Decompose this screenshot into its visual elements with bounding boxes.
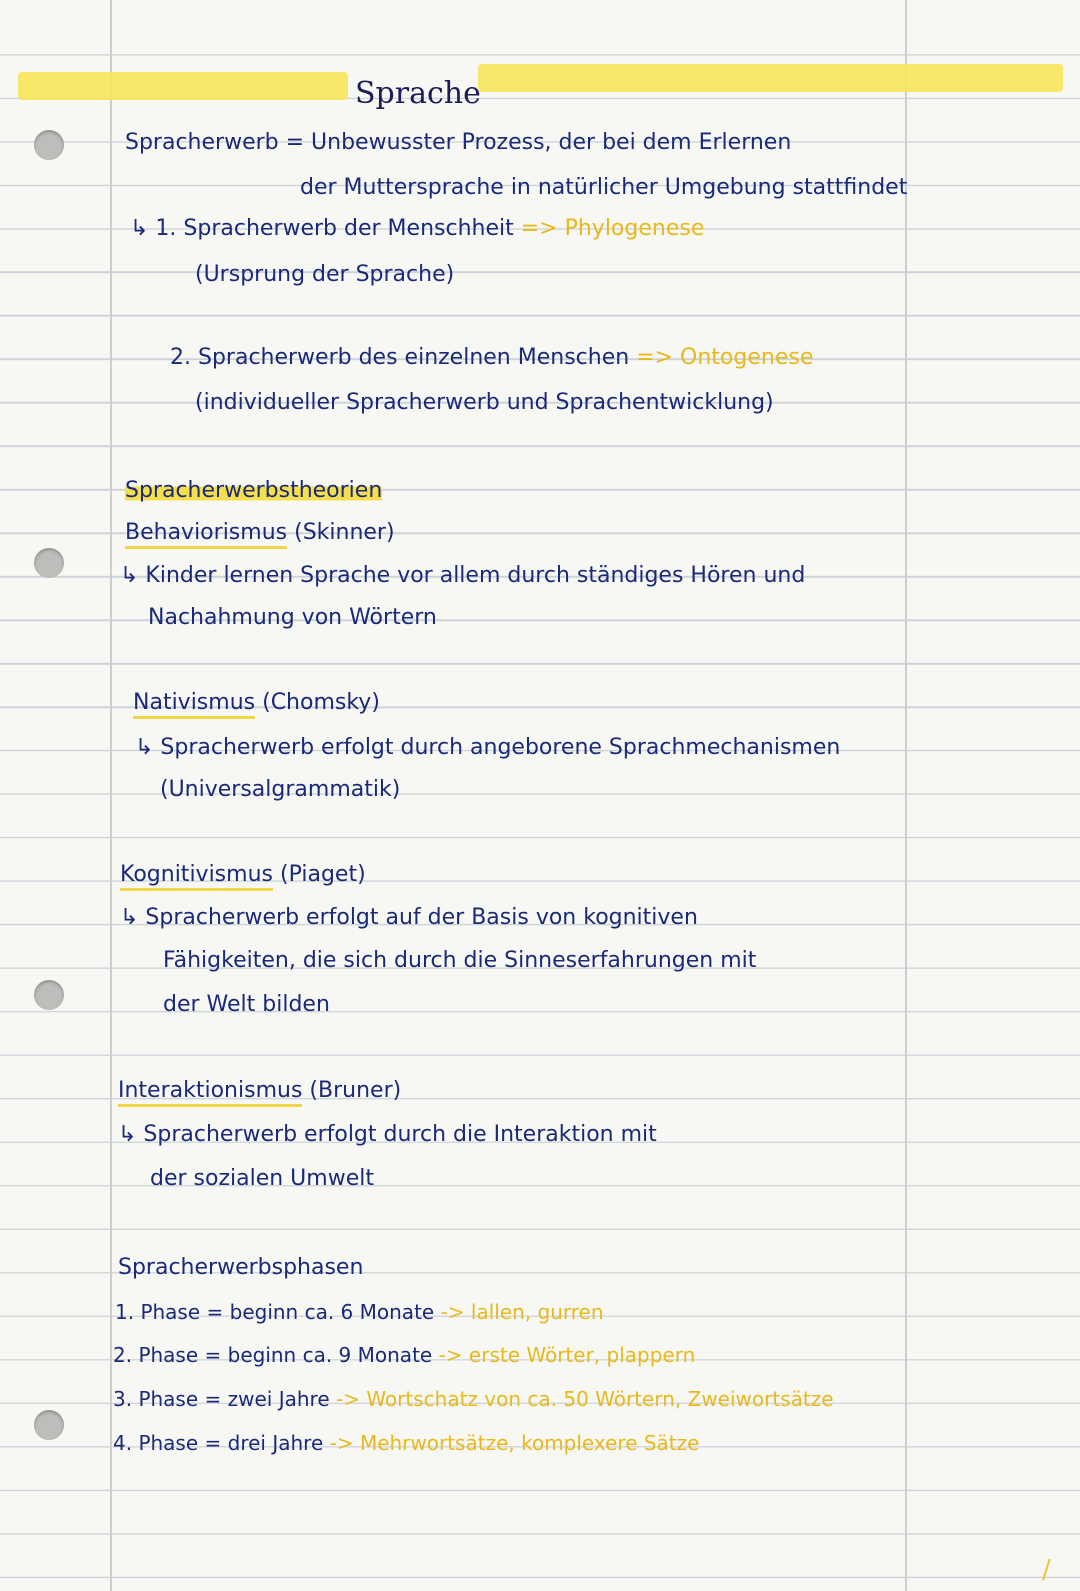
ontogenese-item <box>170 345 813 370</box>
phase-label: 3. Phase = zwei Jahre <box>113 1387 330 1411</box>
phylogenese-item <box>130 216 704 241</box>
phase-result: -> Wortschatz von ca. 50 Wörtern, Zweiwortsätze <box>335 1387 834 1411</box>
nativismus-line-1: ↳ Spracherwerb erfolgt durch angeborene Sprachmechanismen <box>135 735 841 760</box>
phylogenese-subtext: (Ursprung der Sprache) <box>195 262 455 287</box>
kognitivismus-title <box>120 862 366 887</box>
right-margin-line <box>905 0 907 1591</box>
kognitivismus-author: (Piaget) <box>279 862 366 887</box>
interaktionismus-author: (Bruner) <box>309 1078 402 1103</box>
theories-heading-text: Spracherwerbstheorien <box>125 478 383 503</box>
definition-line-2: der Muttersprache in natürlicher Umgebung stattfindet <box>300 175 908 200</box>
phase-label: 2. Phase = beginn ca. 9 Monate <box>113 1343 433 1367</box>
punch-hole-icon <box>34 980 64 1010</box>
phylogenese-term: => Phylogenese <box>520 216 705 241</box>
phase-result: -> Mehrwortsätze, komplexere Sätze <box>329 1431 700 1455</box>
phase-label: 1. Phase = beginn ca. 6 Monate <box>115 1300 435 1324</box>
nativismus-title <box>133 690 380 715</box>
phase-label: 4. Phase = drei Jahre <box>113 1431 324 1455</box>
phases-heading: Spracherwerbsphasen <box>118 1255 364 1280</box>
phylogenese-label: ↳ 1. Spracherwerb der Menschheit <box>130 216 514 241</box>
nativismus-name: Nativismus <box>133 690 255 719</box>
kognitivismus-line-2: Fähigkeiten, die sich durch die Sinneserfahrungen mit <box>163 948 757 973</box>
kognitivismus-line-1: ↳ Spracherwerb erfolgt auf der Basis von kognitiven <box>120 905 698 930</box>
ontogenese-term: => Ontogenese <box>636 345 814 370</box>
interaktionismus-title <box>118 1078 401 1103</box>
interaktionismus-line-2: der sozialen Umwelt <box>150 1166 374 1191</box>
behaviorismus-name: Behaviorismus <box>125 520 287 549</box>
phase-row-3 <box>113 1387 834 1411</box>
pencil-mark-icon: / <box>1042 1555 1051 1585</box>
phase-row-2 <box>113 1343 695 1367</box>
phase-result: -> erste Wörter, plappern <box>438 1343 696 1367</box>
phase-result: -> lallen, gurren <box>440 1300 604 1324</box>
punch-hole-icon <box>34 548 64 578</box>
punch-hole-icon <box>34 130 64 160</box>
behaviorismus-title <box>125 520 395 545</box>
phase-row-4 <box>113 1431 699 1455</box>
ontogenese-label: 2. Spracherwerb des einzelnen Menschen <box>170 345 630 370</box>
title-highlight-left <box>18 72 348 100</box>
interaktionismus-name: Interaktionismus <box>118 1078 302 1107</box>
behaviorismus-line-2: Nachahmung von Wörtern <box>148 605 437 630</box>
kognitivismus-line-3: der Welt bilden <box>163 992 330 1017</box>
phase-row-1 <box>115 1300 604 1324</box>
nativismus-line-2: (Universalgrammatik) <box>160 777 401 802</box>
behaviorismus-author: (Skinner) <box>294 520 395 545</box>
theories-heading <box>125 478 382 503</box>
page-title: Sprache <box>355 76 481 111</box>
definition-line-1: Spracherwerb = Unbewusster Prozess, der bei dem Erlernen <box>125 130 792 155</box>
nativismus-author: (Chomsky) <box>262 690 380 715</box>
punch-hole-icon <box>34 1410 64 1440</box>
interaktionismus-line-1: ↳ Spracherwerb erfolgt durch die Interaktion mit <box>118 1122 657 1147</box>
left-margin-line <box>110 0 112 1591</box>
kognitivismus-name: Kognitivismus <box>120 862 273 891</box>
behaviorismus-line-1: ↳ Kinder lernen Sprache vor allem durch ständiges Hören und <box>120 563 806 588</box>
ontogenese-subtext: (individueller Spracherwerb und Sprachentwicklung) <box>195 390 774 415</box>
title-highlight-right <box>478 64 1063 92</box>
